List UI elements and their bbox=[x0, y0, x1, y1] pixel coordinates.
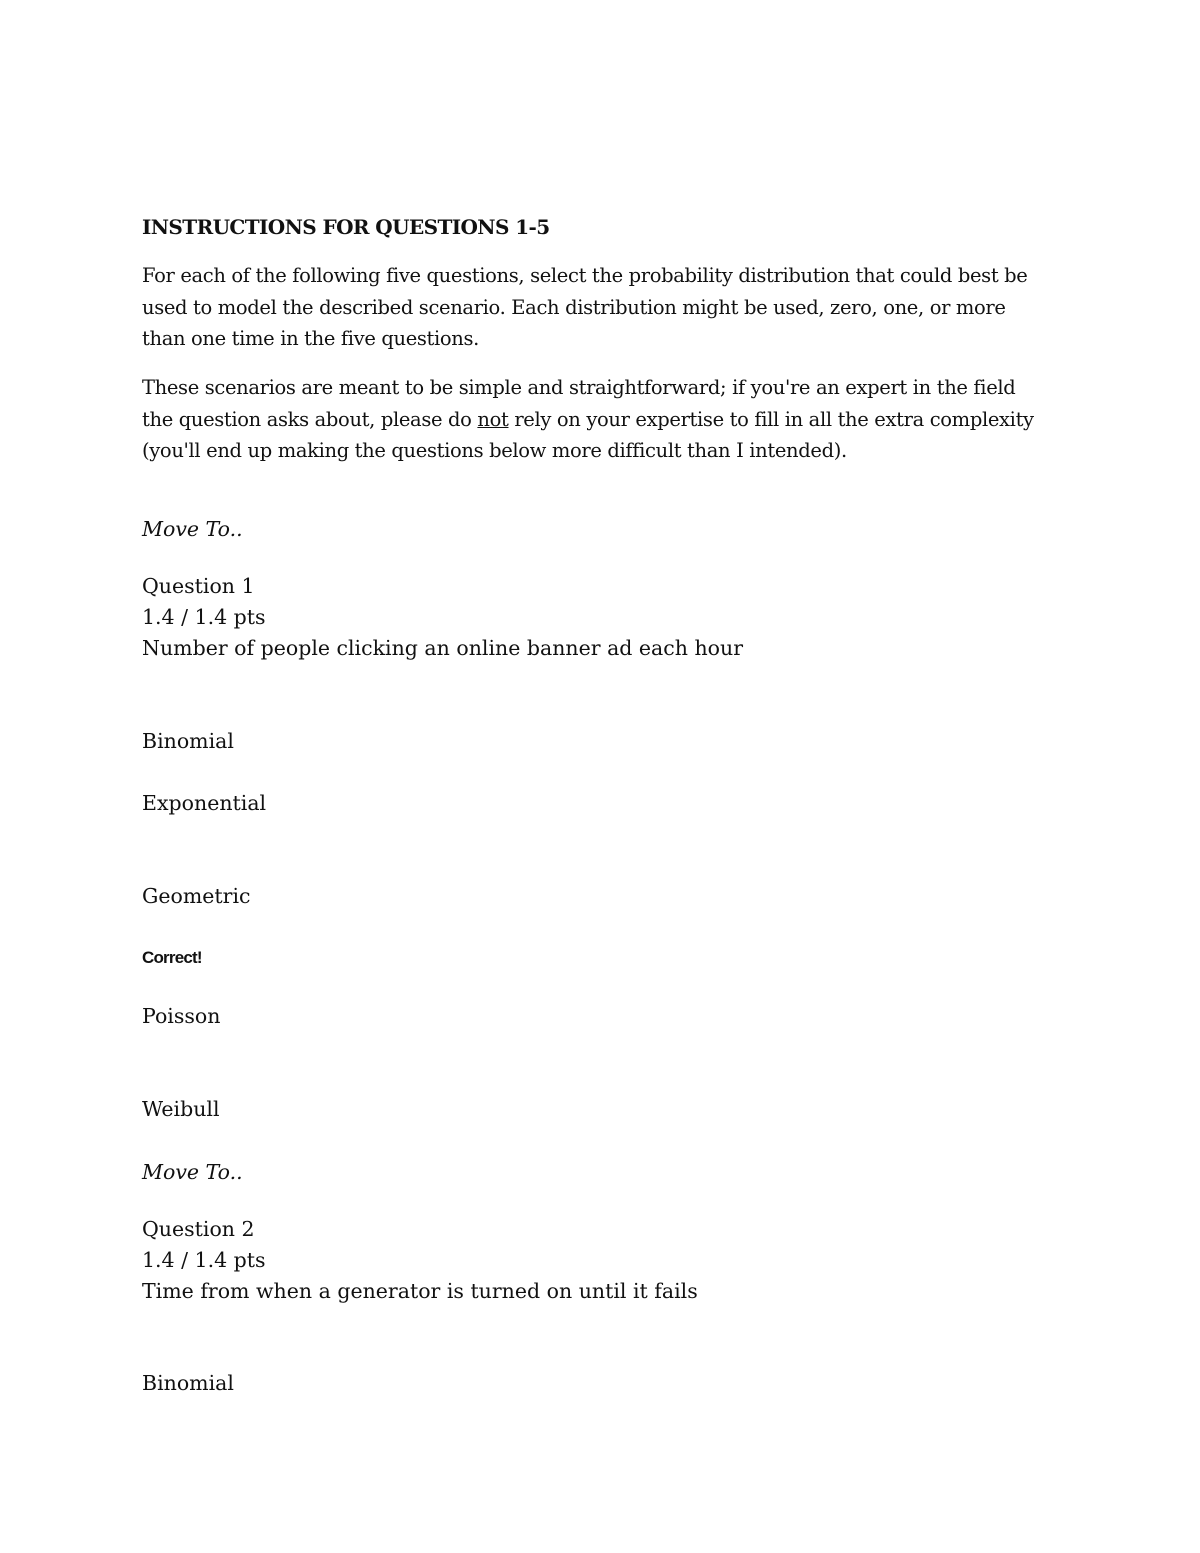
question-1-option-exponential[interactable]: Exponential bbox=[142, 791, 267, 815]
question-1-option-geometric[interactable]: Geometric bbox=[142, 884, 251, 908]
question-1-option-weibull[interactable]: Weibull bbox=[142, 1097, 220, 1121]
paragraph-1-line-2: used to model the described scenario. Each distribution might be used, zero, one, or more bbox=[142, 295, 1006, 319]
move-to-link-2[interactable]: Move To.. bbox=[142, 1160, 243, 1184]
paragraph-1-line-3: than one time in the five questions. bbox=[142, 327, 480, 350]
paragraph-2-line-2-end: rely on your expertise to fill in all the extra complexity bbox=[508, 407, 1034, 431]
question-2-option-binomial[interactable]: Binomial bbox=[142, 1371, 234, 1395]
paragraph-1-line-1: For each of the following five questions, select the probability distribution that could best be bbox=[142, 264, 1028, 287]
move-to-link[interactable]: Move To.. bbox=[142, 517, 243, 541]
question-1-points: 1.4 / 1.4 pts bbox=[142, 605, 266, 629]
question-2-points: 1.4 / 1.4 pts bbox=[142, 1248, 266, 1272]
correct-feedback-label: Correct! bbox=[142, 948, 202, 967]
question-1-option-poisson[interactable]: Poisson bbox=[142, 1004, 221, 1028]
instructions-heading: INSTRUCTIONS FOR QUESTIONS 1-5 bbox=[142, 215, 550, 239]
question-2-title: Question 2 bbox=[142, 1217, 255, 1241]
emphasis-not: not bbox=[477, 407, 509, 431]
paragraph-2-line-2 bbox=[142, 404, 1034, 436]
instructions-paragraph-2 bbox=[142, 372, 1034, 467]
question-1-prompt: Number of people clicking an online banner ad each hour bbox=[142, 636, 744, 660]
paragraph-2-line-3: (you'll end up making the questions below more difficult than I intended). bbox=[142, 439, 847, 462]
paragraph-2-line-1: These scenarios are meant to be simple and straightforward; if you're an expert in the field bbox=[142, 376, 1016, 399]
question-1-title: Question 1 bbox=[142, 574, 255, 598]
question-1-option-binomial[interactable]: Binomial bbox=[142, 729, 234, 753]
instructions-paragraph-1 bbox=[142, 260, 1028, 355]
paragraph-2-line-2-start: the question asks about, please do bbox=[142, 407, 478, 431]
question-2-prompt: Time from when a generator is turned on until it fails bbox=[142, 1279, 698, 1303]
